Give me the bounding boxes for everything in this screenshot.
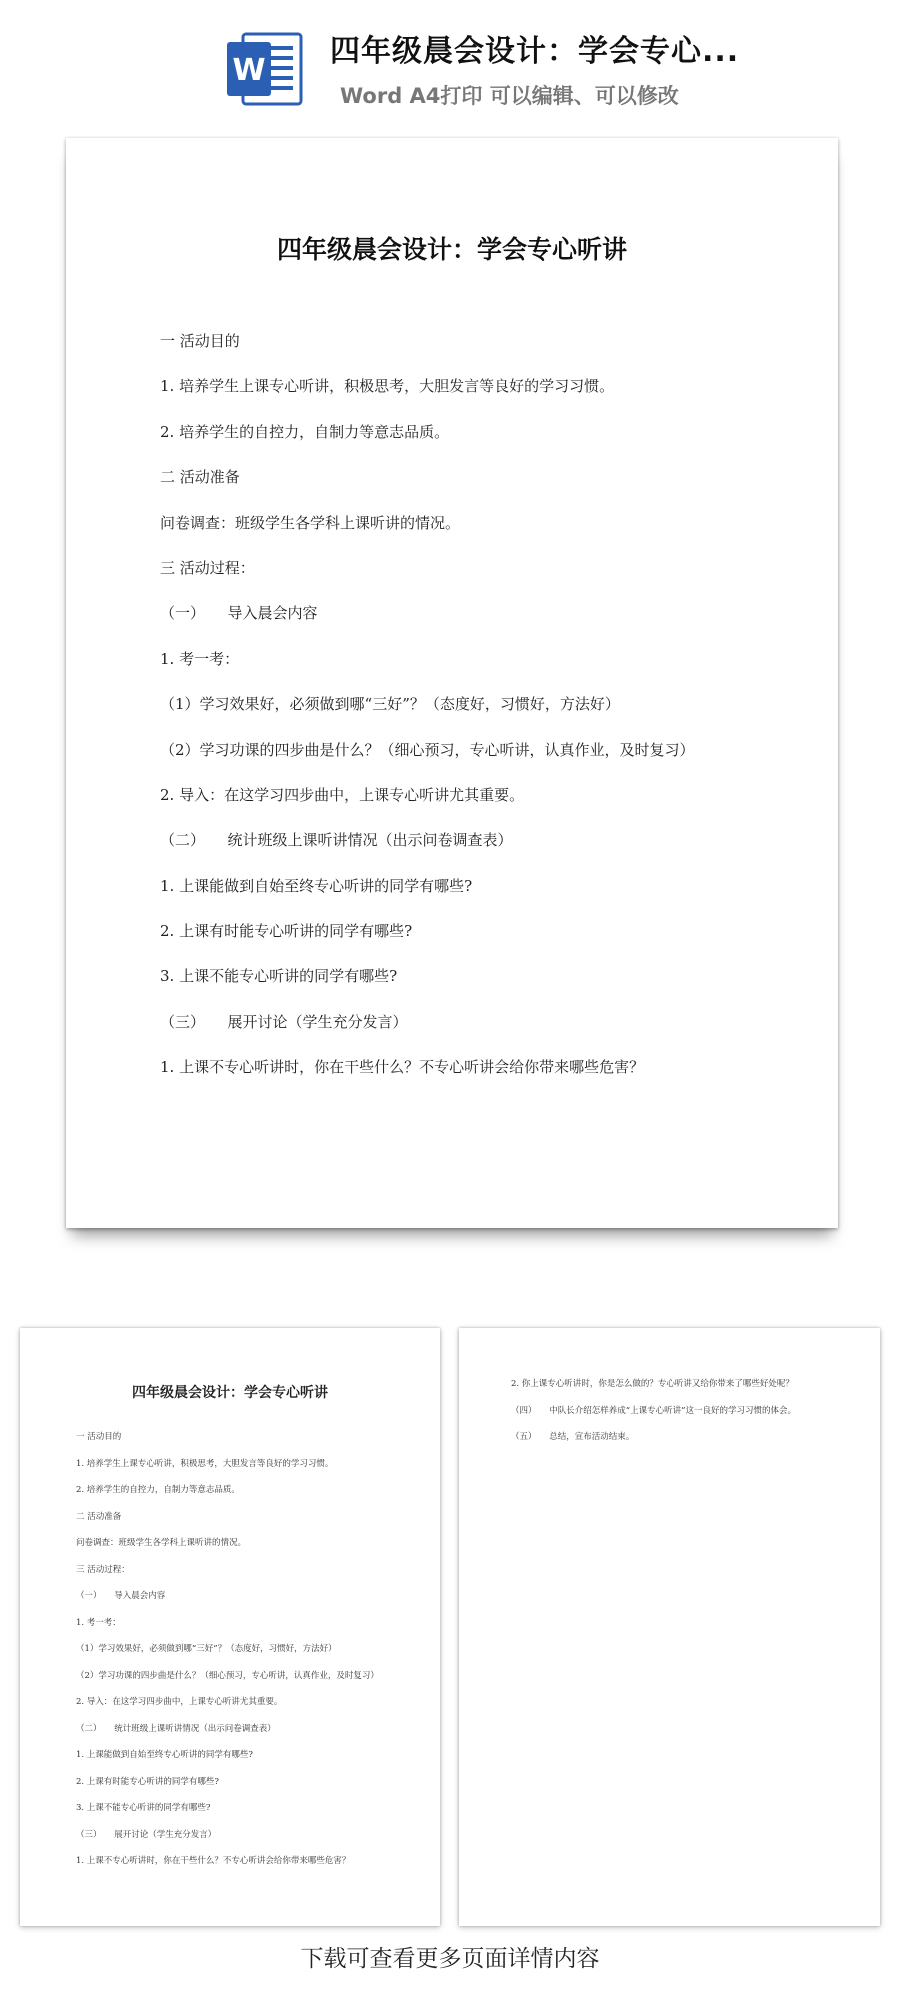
thumb-text-line: 1. 培养学生上课专心听讲，积极思考，大胆发言等良好的学习习惯。 (76, 1458, 334, 1469)
thumb-text-line: （一） 导入晨会内容 (76, 1591, 166, 1601)
thumb-text-line: （二） 统计班级上课听讲情况（出示问卷调查表） (76, 1723, 276, 1734)
main-text-line: 1. 考一考： (160, 649, 240, 668)
thumb-text-line: 1. 考一考： (76, 1617, 121, 1628)
main-text-line: （二） 统计班级上课听讲情况（出示问卷调查表） (160, 831, 513, 850)
main-text-line: 2. 导入：在这学习四步曲中，上课专心听讲尤其重要。 (160, 785, 525, 804)
thumb-text-line: 2. 你上课专心听讲时，你是怎么做的？专心听讲又给你带来了哪些好处呢？ (511, 1379, 794, 1389)
main-text-line: （1）学习效果好，必须做到哪“三好”？（态度好，习惯好，方法好） (160, 695, 620, 714)
main-text-line: 1. 上课能做到自始至终专心听讲的同学有哪些? (160, 876, 473, 895)
thumb-text-line: （五） 总结，宣布活动结束。 (511, 1432, 635, 1442)
main-text-line: 1. 上课不专心听讲时，你在干些什么？不专心听讲会给你带来哪些危害？ (160, 1058, 645, 1077)
word-icon-letter: W (232, 53, 266, 88)
thumb-text-line: （1）学习效果好，必须做到哪“三好”？（态度好，习惯好，方法好） (76, 1644, 337, 1654)
main-text-line: 1. 培养学生上课专心听讲，积极思考，大胆发言等良好的学习习惯。 (160, 377, 615, 396)
main-text-line: （一） 导入晨会内容 (160, 604, 318, 623)
main-page-body (160, 331, 800, 1103)
thumbnail-page-2[interactable] (459, 1328, 880, 1926)
thumbnail-body (511, 1378, 861, 1458)
thumb-text-line: 2. 上课有时能专心听讲的同学有哪些? (76, 1776, 219, 1787)
main-page-title: 四年级晨会设计：学会专心听讲 (276, 235, 627, 264)
main-page-preview (66, 138, 838, 1228)
thumb-text-line: 二 活动准备 (76, 1511, 122, 1522)
thumb-text-line: 3. 上课不能专心听讲的同学有哪些? (76, 1803, 211, 1813)
main-text-line: 一 活动目的 (160, 332, 240, 350)
main-text-line: 二 活动准备 (160, 468, 240, 487)
thumb-text-line: （2）学习功课的四步曲是什么？（细心预习，专心听讲，认真作业，及时复习） (76, 1670, 379, 1681)
thumbnail-title: 四年级晨会设计：学会专心听讲 (132, 1385, 328, 1401)
main-text-line: 问卷调查：班级学生各学科上课听讲的情况。 (160, 513, 461, 532)
word-document-icon (225, 28, 307, 110)
main-text-line: 2. 培养学生的自控力，自制力等意志品质。 (160, 422, 450, 441)
thumb-text-line: 2. 培养学生的自控力，自制力等意志品质。 (76, 1485, 240, 1495)
page-header (0, 0, 900, 125)
thumb-text-line: 1. 上课不专心听讲时，你在干些什么？不专心听讲会给你带来哪些危害？ (76, 1856, 351, 1866)
thumb-text-line: （三） 展开讨论（学生充分发言） (76, 1829, 217, 1840)
thumb-text-line: 2. 导入：在这学习四步曲中，上课专心听讲尤其重要。 (76, 1697, 283, 1707)
thumb-text-line: 问卷调查：班级学生各学科上课听讲的情况。 (76, 1538, 247, 1548)
thumb-text-line: 1. 上课能做到自始至终专心听讲的同学有哪些? (76, 1750, 253, 1760)
document-subtitle: Word A4打印 可以编辑、可以修改 (340, 84, 679, 108)
main-text-line: 3. 上课不能专心听讲的同学有哪些? (160, 967, 398, 986)
thumb-text-line: 一 活动目的 (76, 1432, 122, 1442)
thumbnail-page-1[interactable] (20, 1328, 440, 1926)
thumbnail-body (76, 1431, 426, 1882)
main-text-line: 2. 上课有时能专心听讲的同学有哪些? (160, 922, 413, 941)
document-title: 四年级晨会设计：学会专心... (330, 34, 740, 69)
main-text-line: 三 活动过程： (160, 558, 255, 577)
main-text-line: （2）学习功课的四步曲是什么？（细心预习，专心听讲，认真作业，及时复习） (160, 740, 695, 759)
thumb-text-line: 三 活动过程： (76, 1564, 130, 1575)
thumb-text-line: （四） 中队长介绍怎样养成“上课专心听讲”这一良好的学习习惯的体会。 (511, 1405, 796, 1416)
download-more-link[interactable]: 下载可查看更多页面详情内容 (300, 1946, 600, 1972)
main-text-line: （三） 展开讨论（学生充分发言） (160, 1012, 408, 1031)
